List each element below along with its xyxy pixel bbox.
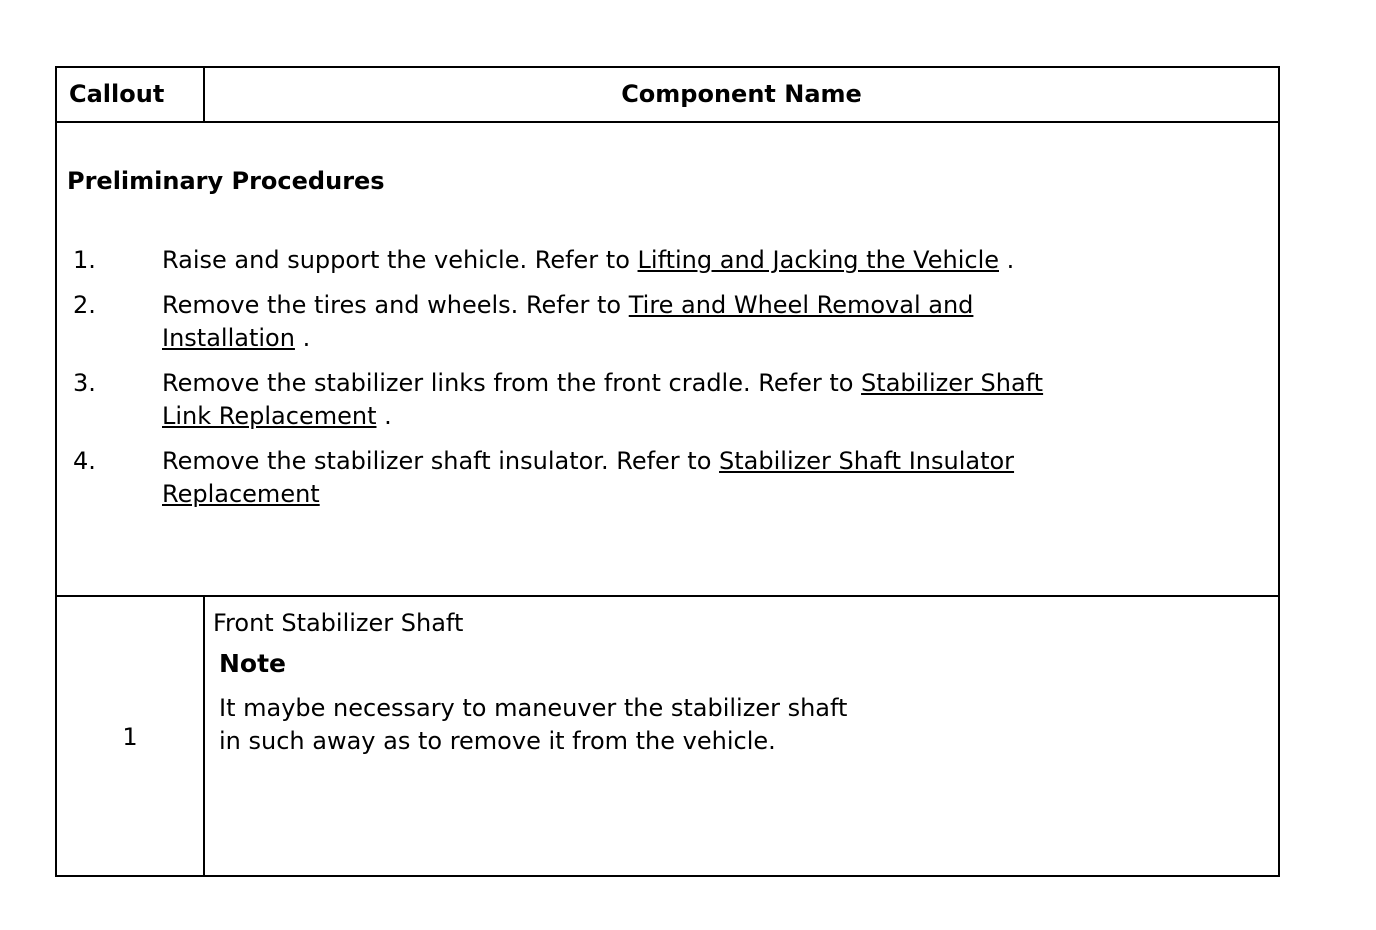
step-suffix: . bbox=[999, 246, 1015, 274]
step-suffix: . bbox=[376, 402, 392, 430]
callout-number: 1 bbox=[122, 723, 138, 751]
procedure-table bbox=[55, 66, 1280, 877]
preliminary-procedures-section bbox=[57, 121, 1278, 597]
step-reference-link[interactable]: Tire and Wheel Removal and Installation bbox=[162, 291, 974, 352]
table-row bbox=[57, 597, 1278, 875]
step-reference-link[interactable]: Lifting and Jacking the Vehicle bbox=[637, 246, 999, 274]
step-number: 1. bbox=[73, 246, 96, 274]
step-reference-link[interactable]: Stabilizer Shaft Link Replacement bbox=[162, 369, 1044, 430]
component-name-column-header: Component Name bbox=[621, 80, 862, 108]
column-divider bbox=[203, 597, 205, 875]
preliminary-procedures-title: Preliminary Procedures bbox=[67, 167, 385, 195]
callout-column-header: Callout bbox=[69, 80, 165, 108]
table-header-row bbox=[57, 68, 1278, 123]
step-text bbox=[162, 445, 1147, 511]
step-text bbox=[162, 367, 1097, 433]
step-instruction: Raise and support the vehicle. Refer to bbox=[162, 246, 638, 274]
note-title: Note bbox=[219, 649, 287, 678]
step-reference-link[interactable]: Stabilizer Shaft Insulator Replacement bbox=[162, 447, 1015, 508]
step-number: 4. bbox=[73, 447, 96, 475]
step-number: 2. bbox=[73, 291, 96, 319]
step-number: 3. bbox=[73, 369, 96, 397]
step-suffix: . bbox=[294, 324, 311, 352]
step-instruction: Remove the stabilizer shaft insulator. Refer to bbox=[162, 447, 720, 475]
step-instruction: Remove the tires and wheels. Refer to bbox=[162, 291, 629, 319]
note-text: It maybe necessary to maneuver the stabilizer shaft in such away as to remove it from the vehicle. bbox=[219, 694, 848, 755]
component-name: Front Stabilizer Shaft bbox=[213, 609, 464, 637]
step-text bbox=[162, 244, 1162, 277]
step-instruction: Remove the stabilizer links from the front cradle. Refer to bbox=[162, 369, 862, 397]
step-text bbox=[162, 289, 1097, 355]
